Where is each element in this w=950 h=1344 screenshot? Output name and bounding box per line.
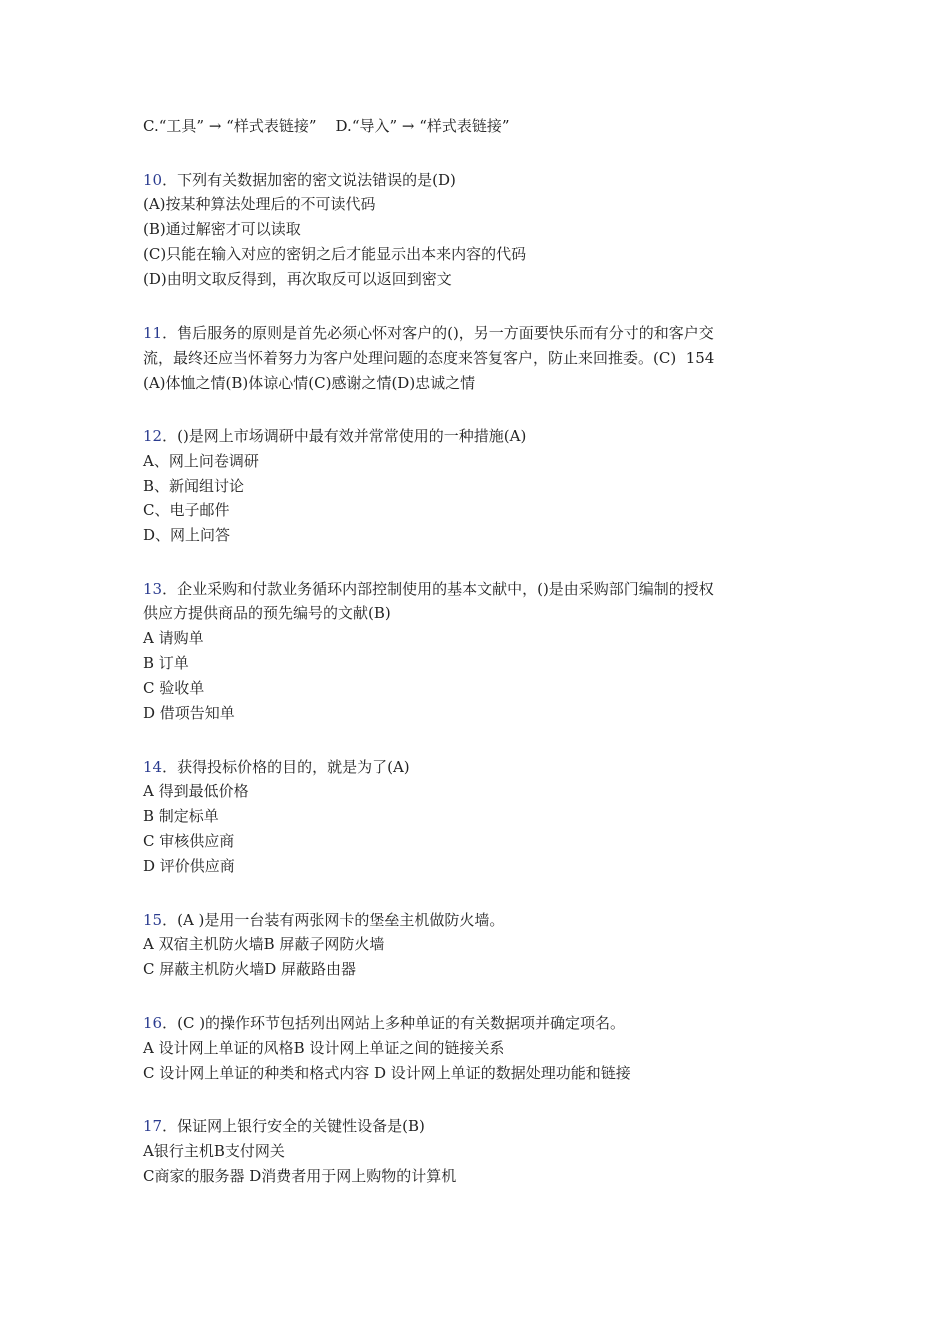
question-number: 14 <box>143 758 163 776</box>
option-line: D 评价供应商 <box>143 857 235 875</box>
question-continuation: 流，最终还应当怀着努力为客户处理问题的态度来答复客户，防止来回推委。(C) 154 <box>143 349 715 367</box>
question-12 <box>143 426 526 446</box>
question-text: ．下列有关数据加密的密文说法错误的是(D) <box>162 171 456 189</box>
option-line: A 设计网上单证的风格B 设计网上单证之间的链接关系 <box>143 1039 505 1057</box>
question-text: ．售后服务的原则是首先必须心怀对客户的()，另一方面要快乐而有分寸的和客户交 <box>162 324 714 342</box>
option-line: (C)只能在输入对应的密钥之后才能显示出本来内容的代码 <box>143 245 527 263</box>
option-line: (A)按某种算法处理后的不可读代码 <box>143 195 376 213</box>
question-text: ．企业采购和付款业务循环内部控制使用的基本文献中，()是由采购部门编制的授权 <box>162 580 714 598</box>
option-line: D、网上问答 <box>143 526 231 544</box>
option-line: (A)体恤之情(B)体谅心情(C)感谢之情(D)忠诚之情 <box>143 374 476 392</box>
question-15 <box>143 910 504 930</box>
option-line: D 借项告知单 <box>143 704 235 722</box>
question-number: 15 <box>143 911 163 929</box>
option-line: C 审核供应商 <box>143 832 235 850</box>
question-text: ．获得投标价格的目的，就是为了(A) <box>162 758 410 776</box>
question-number: 11 <box>143 324 163 342</box>
question-text: ．(A )是用一台装有两张网卡的堡垒主机做防火墙。 <box>162 911 505 929</box>
question-number: 13 <box>143 580 163 598</box>
option-line: (D)由明文取反得到，再次取反可以返回到密文 <box>143 270 452 288</box>
question-number: 16 <box>143 1014 163 1032</box>
question-17 <box>143 1116 425 1136</box>
option-line: C 设计网上单证的种类和格式内容 D 设计网上单证的数据处理功能和链接 <box>143 1064 631 1082</box>
option-line: A 得到最低价格 <box>143 782 249 800</box>
option-line: A、网上问卷调研 <box>143 452 259 470</box>
option-line: A银行主机B支付网关 <box>143 1142 285 1160</box>
option-line: (B)通过解密才可以读取 <box>143 220 301 238</box>
question-number: 12 <box>143 427 163 445</box>
question-10 <box>143 170 456 190</box>
option-line: C 验收单 <box>143 679 205 697</box>
question-14 <box>143 757 410 777</box>
option-line: C商家的服务器 D消费者用于网上购物的计算机 <box>143 1167 457 1185</box>
option-line: C.“工具” → “样式表链接” D.“导入” → “样式表链接” <box>143 117 510 135</box>
question-text: ．保证网上银行安全的关键性设备是(B) <box>162 1117 425 1135</box>
option-line: B 制定标单 <box>143 807 219 825</box>
question-16 <box>143 1013 625 1033</box>
option-line: B、新闻组讨论 <box>143 477 245 495</box>
question-text: ．()是网上市场调研中最有效并常常使用的一种措施(A) <box>162 427 527 445</box>
question-11 <box>143 323 714 343</box>
question-continuation: 供应方提供商品的预先编号的文献(B) <box>143 604 391 622</box>
question-text: ．(C )的操作环节包括列出网站上多种单证的有关数据项并确定项名。 <box>162 1014 626 1032</box>
option-line: C、电子邮件 <box>143 501 230 519</box>
question-number: 10 <box>143 171 163 189</box>
option-line: A 请购单 <box>143 629 204 647</box>
option-line: B 订单 <box>143 654 189 672</box>
option-line: C 屏蔽主机防火墙D 屏蔽路由器 <box>143 960 357 978</box>
option-line: A 双宿主机防火墙B 屏蔽子网防火墙 <box>143 935 385 953</box>
question-13 <box>143 579 714 599</box>
question-number: 17 <box>143 1117 163 1135</box>
